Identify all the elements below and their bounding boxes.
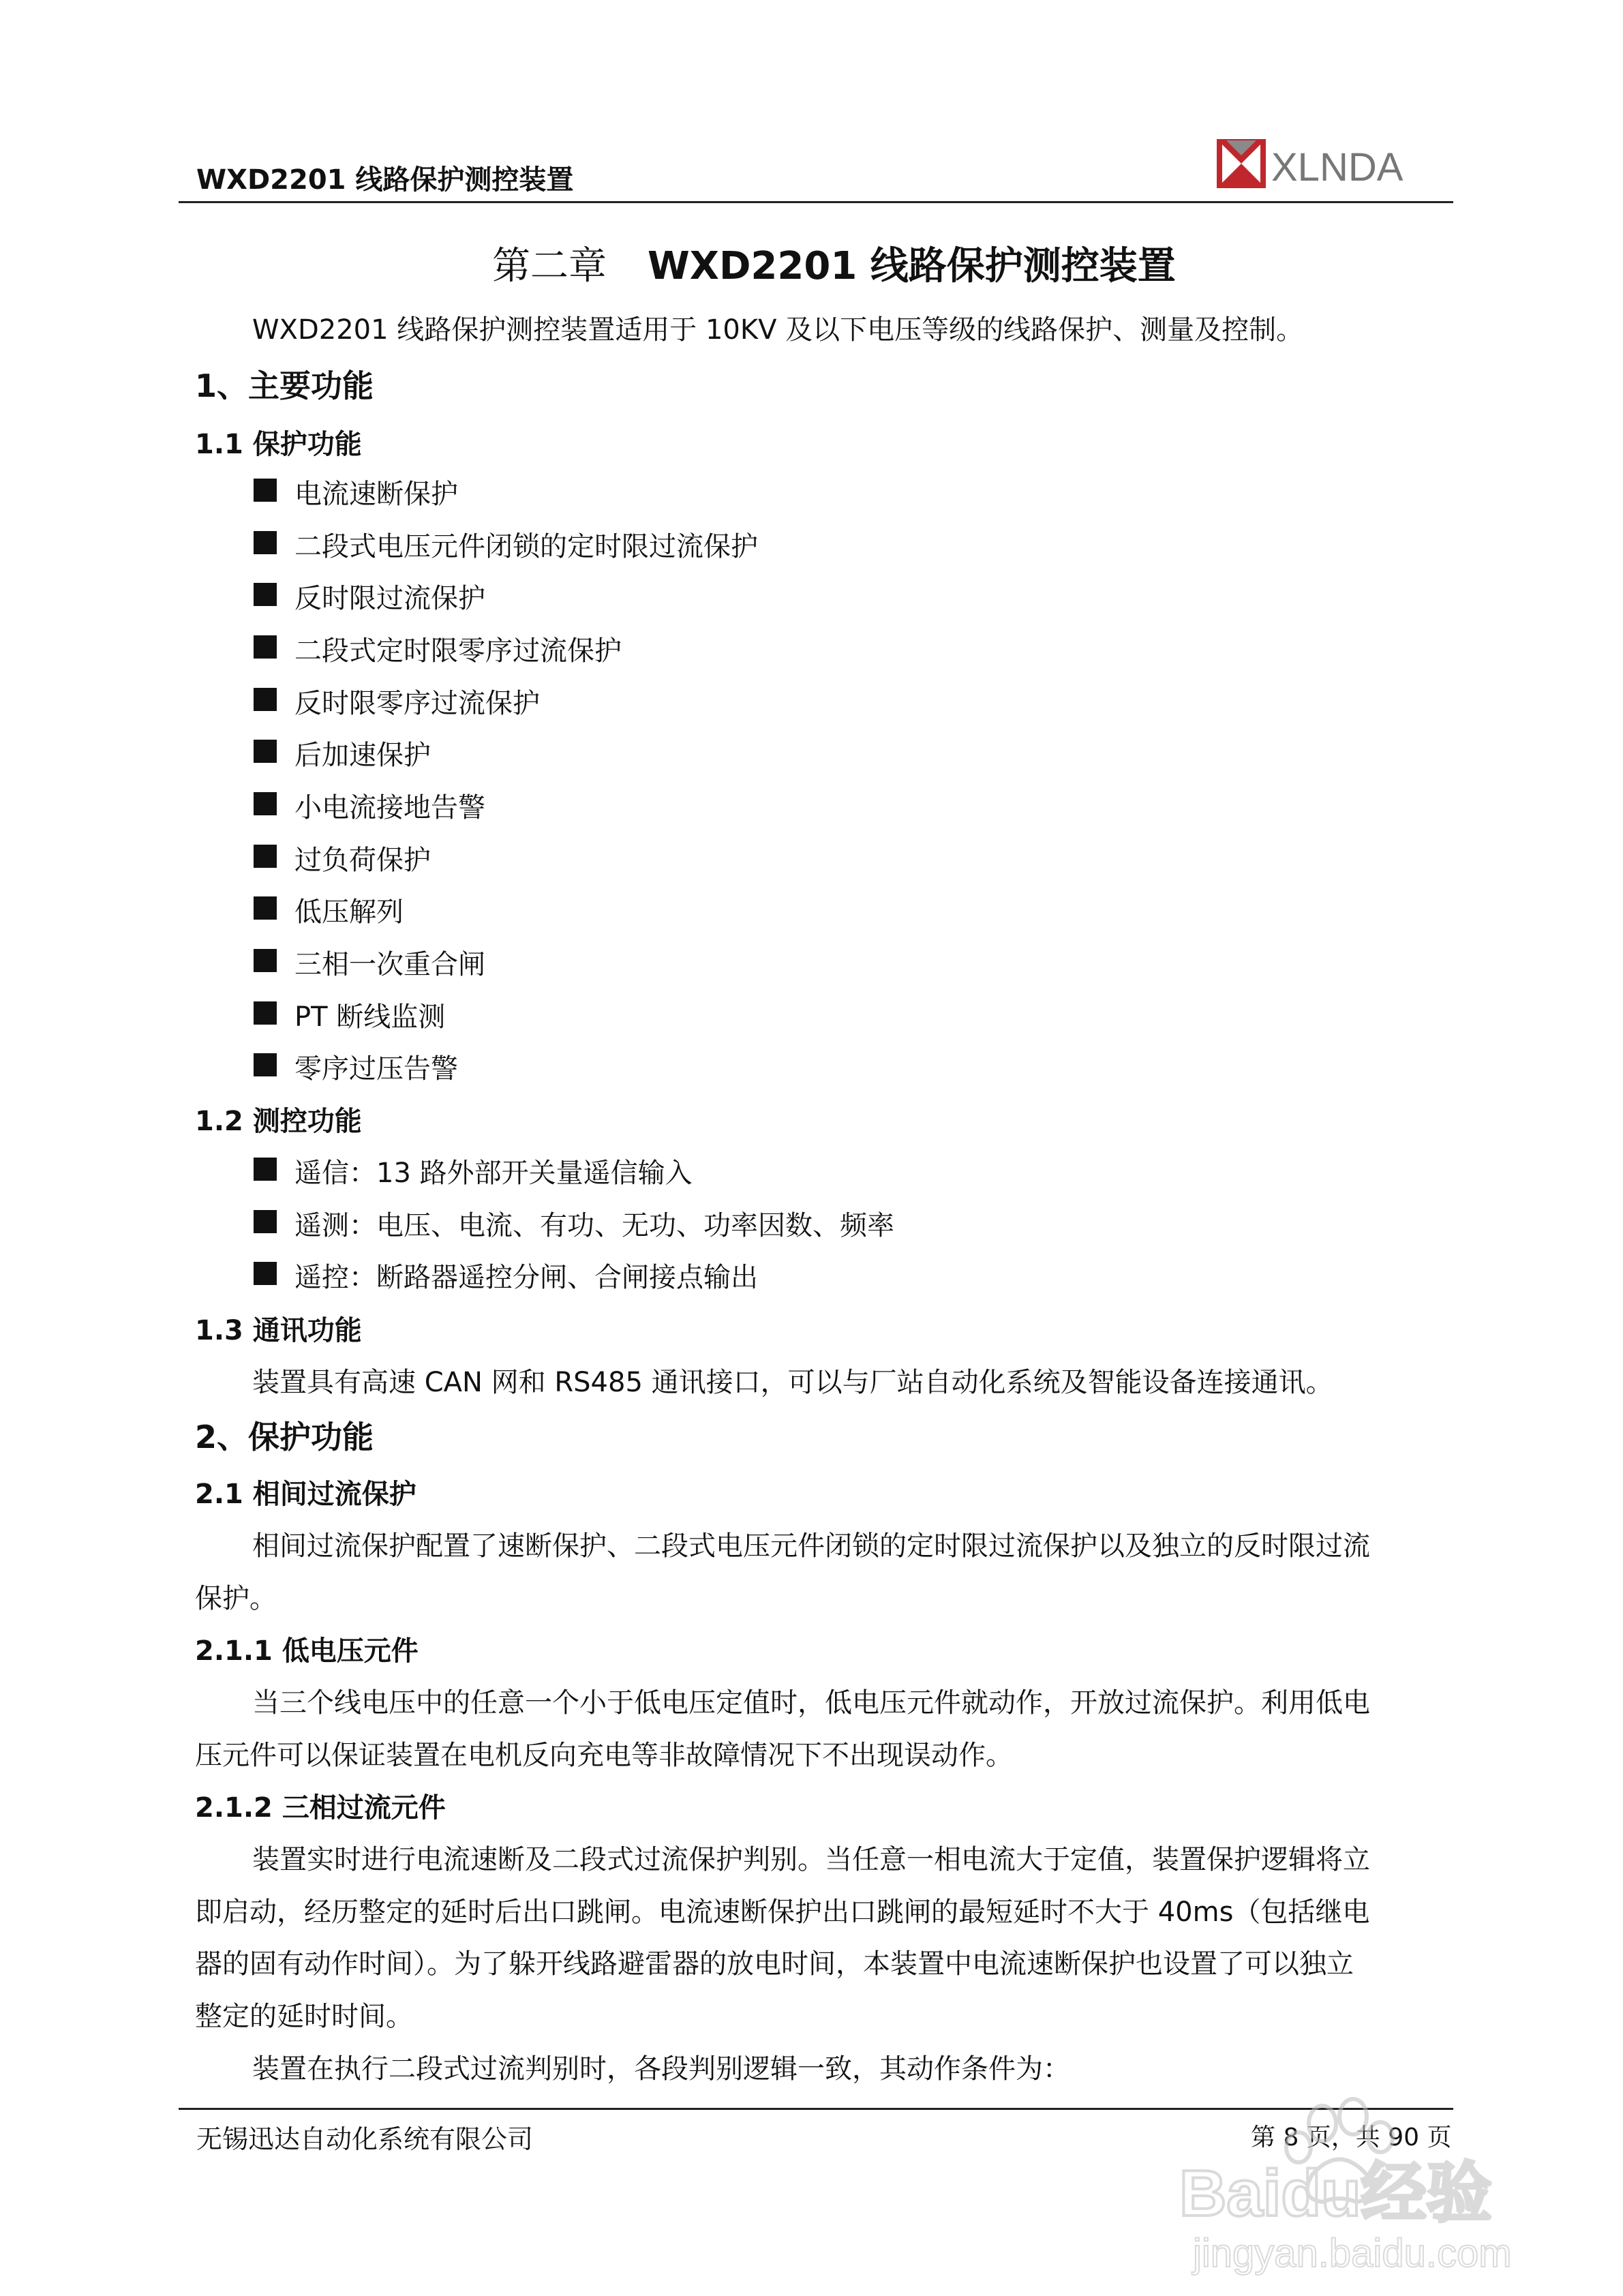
bullet-square-icon [254, 792, 277, 815]
bullet-square-icon [254, 479, 277, 502]
list-item: 过负荷保护 [294, 845, 431, 876]
baidu-watermark [1152, 2086, 1534, 2284]
list-item: 反时限过流保护 [294, 583, 485, 614]
list-item: 遥测：电压、电流、有功、无功、功率因数、频率 [294, 1210, 894, 1241]
paragraph-line: 保护。 [195, 1583, 277, 1614]
logo-text: XLNDA [1271, 145, 1404, 190]
paragraph-line: 器的固有动作时间）。为了躲开线路避雷器的放电时间，本装置中电流速断保护也设置了可以独立 [195, 1948, 1354, 1980]
list-item: 后加速保护 [294, 740, 431, 771]
bullet-square-icon [254, 1053, 277, 1076]
bullet-square-icon [254, 583, 277, 606]
bullet-square-icon [254, 1262, 277, 1285]
bullet-square-icon [254, 1001, 277, 1025]
company-logo [1217, 138, 1442, 192]
list-item: 三相一次重合闸 [294, 949, 485, 980]
list-item: 小电流接地告警 [294, 792, 485, 824]
chapter-name: WXD2201 线路保护测控装置 [648, 244, 1176, 288]
list-item: 二段式定时限零序过流保护 [294, 635, 622, 667]
bullet-square-icon [254, 845, 277, 868]
footer-page-number: 第 8 页，共 90 页 [1251, 2124, 1452, 2151]
bullet-square-icon [254, 635, 277, 659]
watermark-url: jingyan.baidu.com [1193, 2231, 1512, 2276]
intro-paragraph: WXD2201 线路保护测控装置适用于 10KV 及以下电压等级的线路保护、测量及控制。 [252, 314, 1304, 346]
paragraph-line: 压元件可以保证装置在电机反向充电等非故障情况下不出现误动作。 [195, 1740, 1013, 1771]
section-1-1-heading: 1.1 保护功能 [195, 429, 362, 460]
bullet-square-icon [254, 740, 277, 763]
list-item: 低压解列 [294, 896, 404, 928]
section-1-heading: 1、主要功能 [195, 367, 374, 404]
bullet-square-icon [254, 1158, 277, 1181]
paragraph: 装置在执行二段式过流判别时，各段判别逻辑一致，其动作条件为： [252, 2053, 1070, 2085]
section-2-heading: 2、保护功能 [195, 1419, 374, 1455]
section-1-3-heading: 1.3 通讯功能 [195, 1315, 362, 1346]
bullet-square-icon [254, 531, 277, 554]
list-item: 零序过压告警 [294, 1053, 458, 1085]
list-item: 遥控：断路器遥控分闸、合闸接点输出 [294, 1262, 758, 1293]
paragraph-line: 装置实时进行电流速断及二段式过流保护判别。当任意一相电流大于定值，装置保护逻辑将立 [252, 1844, 1370, 1875]
section-1-2-heading: 1.2 测控功能 [195, 1106, 362, 1137]
header-divider [179, 201, 1453, 203]
section-2-1-1-heading: 2.1.1 低电压元件 [195, 1635, 419, 1667]
chapter-number: 第二章 [492, 244, 607, 288]
footer-company: 无锡迅达自动化系统有限公司 [196, 2124, 534, 2154]
bullet-square-icon [254, 896, 277, 920]
list-item: PT 断线监测 [294, 1001, 446, 1033]
paragraph: 装置具有高速 CAN 网和 RS485 通讯接口，可以与厂站自动化系统及智能设备连接通讯。 [252, 1367, 1333, 1398]
header-title: WXD2201 线路保护测控装置 [196, 164, 574, 196]
bullet-square-icon [254, 1210, 277, 1233]
list-item: 反时限零序过流保护 [294, 688, 540, 719]
list-item: 电流速断保护 [294, 479, 458, 510]
section-2-1-2-heading: 2.1.2 三相过流元件 [195, 1792, 446, 1824]
section-2-1-heading: 2.1 相间过流保护 [195, 1479, 416, 1510]
bullet-square-icon [254, 949, 277, 972]
paragraph-line: 相间过流保护配置了速断保护、二段式电压元件闭锁的定时限过流保护以及独立的反时限过流 [252, 1530, 1370, 1562]
watermark-brand: Baidu经验 [1179, 2157, 1492, 2230]
paragraph-line: 整定的延时时间。 [195, 2001, 413, 2032]
paragraph-line: 当三个线电压中的任意一个小于低电压定值时，低电压元件就动作，开放过流保护。利用低电 [252, 1687, 1370, 1719]
chapter-title [492, 236, 1176, 290]
list-item: 遥信：13 路外部开关量遥信输入 [294, 1158, 693, 1189]
list-item: 二段式电压元件闭锁的定时限过流保护 [294, 531, 758, 562]
bullet-square-icon [254, 688, 277, 711]
paragraph-line: 即启动，经历整定的延时后出口跳闸。电流速断保护出口跳闸的最短延时不大于 40ms（包括继电 [195, 1897, 1370, 1928]
